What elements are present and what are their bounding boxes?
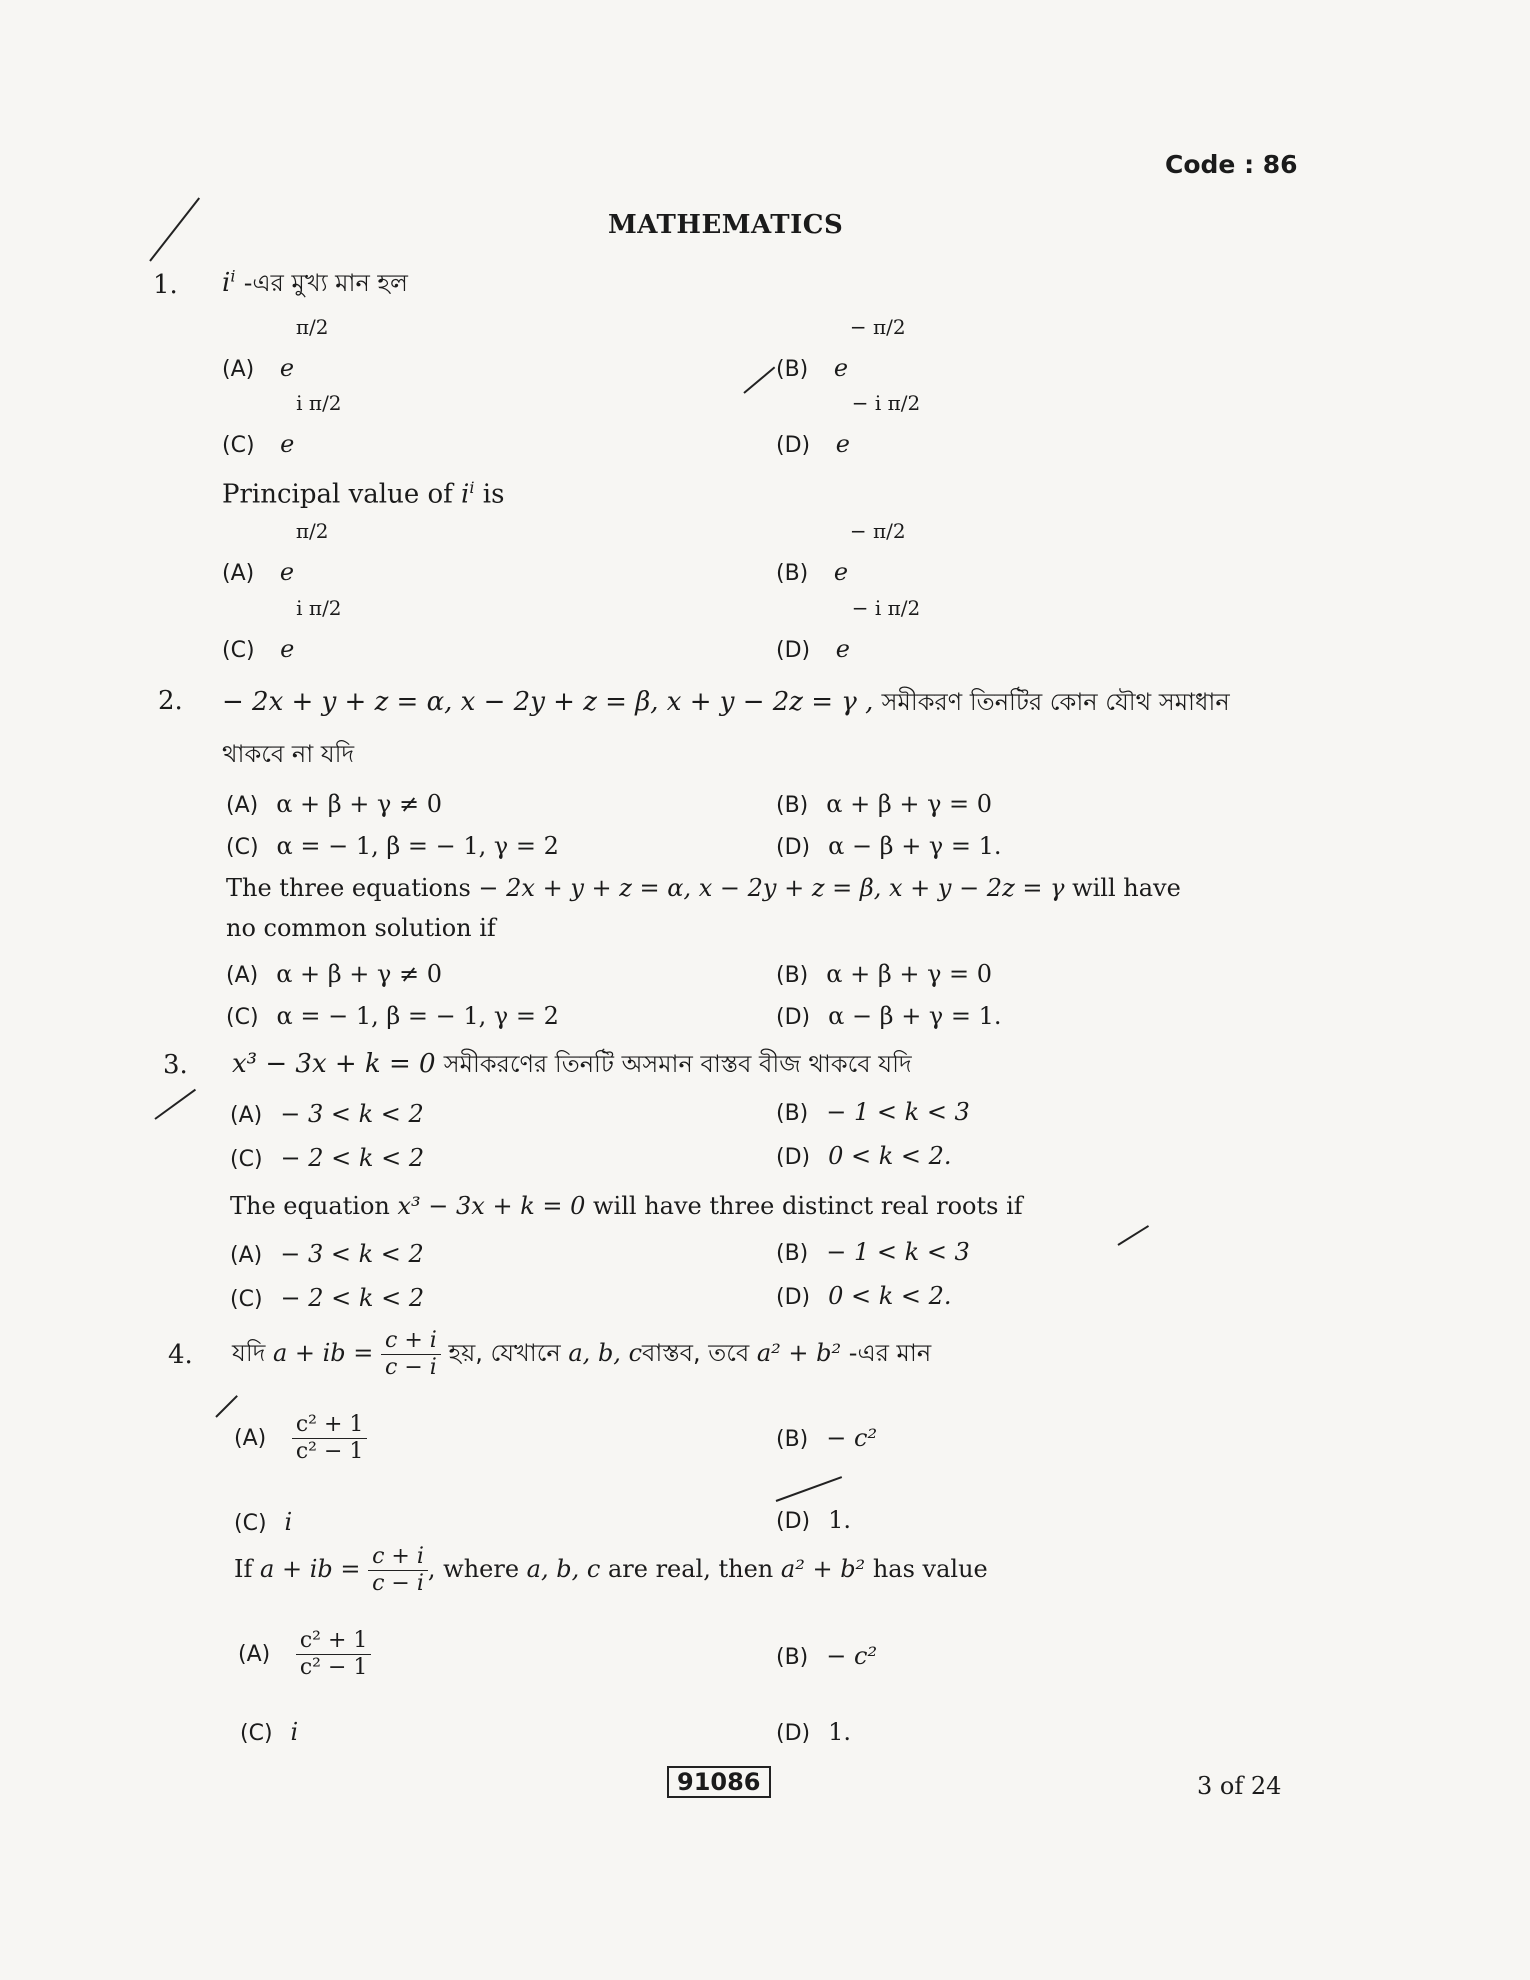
option-value: − c² (826, 1642, 878, 1670)
option-value: − 1 < k < 3 (826, 1098, 970, 1126)
q4-english-tail: has value (872, 1555, 988, 1583)
option-label: (B) (776, 963, 809, 988)
q4-bengali-mid: হয়, যেখানে (448, 1339, 561, 1367)
q3-bn-option-c (230, 1144, 424, 1172)
q3-bn-option-a (230, 1100, 424, 1128)
option-value: α = − 1, β = − 1, γ = 2 (276, 1002, 559, 1030)
q2-english-text2: no common solution if (226, 914, 496, 942)
q4-fraction (368, 1544, 428, 1597)
q3-equation: x³ − 3x + k = 0 (232, 1049, 436, 1079)
option-base: e (280, 635, 295, 663)
pen-tick-mark (149, 197, 200, 261)
fraction-numerator: c² + 1 (292, 1412, 368, 1439)
fraction-denominator: c² − 1 (299, 1655, 368, 1680)
q4-fraction (381, 1328, 441, 1381)
q3-english-stem (230, 1192, 1023, 1220)
option-value: − c² (826, 1424, 878, 1452)
q4-en-option-d (776, 1718, 851, 1746)
fraction-denominator: c − i (372, 1571, 424, 1596)
option-label: (B) (776, 1645, 809, 1670)
option-label: (B) (776, 1101, 809, 1126)
q3-english-text: The equation (230, 1192, 390, 1220)
option-label: (C) (226, 835, 259, 860)
q4-expression: a² + b² (756, 1339, 842, 1367)
option-label: (D) (776, 638, 811, 663)
q1-english-tail: is (482, 479, 505, 510)
q4-bn-option-d (776, 1506, 851, 1534)
option-label: (A) (222, 561, 255, 586)
q4-english-mid: , where (427, 1555, 520, 1583)
option-label: (D) (776, 1145, 811, 1170)
option-value: α − β + γ = 1. (828, 1002, 1002, 1030)
booklet-code: 91086 (667, 1766, 771, 1798)
q2-equation: − 2x + y + z = α, x − 2y + z = β, x + y − 2z = γ (478, 874, 1065, 902)
q4-bengali-stem (232, 1328, 931, 1381)
option-label: (B) (776, 1427, 809, 1452)
q2-english-stem (226, 874, 1181, 902)
q2-bengali-text2: থাকবে না যদি (222, 740, 355, 768)
option-power: − π/2 (849, 315, 906, 339)
q1-base: i (461, 479, 470, 510)
option-value: α + β + γ ≠ 0 (276, 960, 443, 988)
pen-tick-mark (1117, 1225, 1149, 1246)
fraction-numerator: c + i (368, 1544, 428, 1571)
option-value: − 3 < k < 2 (280, 1240, 424, 1268)
q1-english-text: Principal value of (222, 479, 453, 510)
option-value: − 2 < k < 2 (280, 1284, 425, 1312)
option-value: α + β + γ = 0 (826, 790, 993, 818)
option-value: α − β + γ = 1. (828, 832, 1002, 860)
option-power: − π/2 (849, 519, 906, 543)
q1-en-option-b (776, 519, 906, 586)
option-base: e (279, 558, 295, 586)
q1-en-option-d (776, 596, 921, 663)
option-value: i (290, 1718, 299, 1746)
q4-lhs: a + ib = (260, 1555, 361, 1583)
fraction-numerator: c + i (381, 1328, 441, 1355)
q2-bengali-stem (222, 684, 1230, 724)
q4-english-if: If (234, 1555, 253, 1583)
q2-bn-option-a (226, 790, 442, 818)
q4-number: 4. (168, 1340, 193, 1370)
page-number: 3 of 24 (1197, 1772, 1282, 1800)
q4-bengali-real: বাস্তব, তবে (642, 1339, 750, 1367)
option-value: 0 < k < 2. (828, 1282, 952, 1310)
fraction-numerator: c² + 1 (296, 1628, 372, 1655)
option-label: (D) (776, 1005, 811, 1030)
option-power: i π/2 (296, 596, 342, 620)
option-label: (D) (776, 1509, 811, 1534)
q4-en-option-a (238, 1628, 371, 1681)
q4-vars: a, b, c (568, 1339, 643, 1367)
q4-vars: a, b, c (526, 1555, 601, 1583)
q4-lhs: a + ib = (272, 1339, 374, 1367)
q1-bn-option-c (222, 391, 342, 458)
option-label: (C) (222, 638, 255, 663)
q1-en-option-a (222, 519, 329, 586)
q3-en-option-a (230, 1240, 424, 1268)
option-value: α + β + γ = 0 (826, 960, 993, 988)
q2-equation: − 2x + y + z = α, x − 2y + z = β, x + y − 2z = γ , (222, 687, 874, 717)
q1-number: 1. (153, 270, 178, 300)
q4-bn-option-a (234, 1412, 367, 1465)
q1-english-stem (222, 478, 504, 510)
q2-bn-option-d (776, 832, 1002, 860)
q4-bn-option-c (234, 1508, 292, 1536)
q4-english-real: are real, then (607, 1555, 774, 1583)
option-label: (A) (230, 1103, 263, 1128)
q1-exp: i (469, 478, 475, 497)
option-label: (D) (776, 1721, 811, 1746)
q1-exp: i (230, 266, 236, 286)
option-power: − i π/2 (851, 391, 921, 415)
q3-bn-option-d (776, 1142, 952, 1170)
pen-tick-mark (154, 1089, 196, 1120)
option-base: e (833, 558, 849, 586)
option-label: (A) (226, 963, 259, 988)
q3-bengali-text: সমীকরণের তিনটি অসমান বাস্তব বীজ থাকবে যদি (443, 1050, 912, 1078)
q2-english-tail: will have (1072, 874, 1181, 902)
q2-bn-option-c (226, 832, 559, 860)
q3-equation: x³ − 3x + k = 0 (397, 1192, 586, 1220)
option-label: (B) (776, 1241, 809, 1266)
paper-code: Code : 86 (1165, 150, 1298, 179)
option-label: (C) (240, 1721, 273, 1746)
option-value: 1. (828, 1718, 852, 1746)
q4-bengali-tail: -এর মান (848, 1339, 932, 1367)
option-label: (A) (230, 1243, 263, 1268)
option-base: e (833, 354, 849, 382)
option-value: 0 < k < 2. (828, 1142, 952, 1170)
option-label: (C) (234, 1511, 267, 1536)
q4-bn-option-b (776, 1424, 877, 1452)
q1-bn-option-a (222, 315, 329, 382)
q4-english-stem (234, 1544, 988, 1597)
q3-bengali-stem (232, 1046, 912, 1086)
option-label: (D) (776, 433, 811, 458)
option-value: − 1 < k < 3 (826, 1238, 970, 1266)
q4-en-option-b (776, 1642, 877, 1670)
q4-bengali-if: যদি (232, 1339, 266, 1367)
option-power: π/2 (295, 315, 329, 339)
pen-tick-mark (776, 1476, 842, 1502)
option-label: (C) (226, 1005, 259, 1030)
option-fraction (296, 1628, 372, 1681)
option-label: (C) (230, 1147, 263, 1172)
q2-bn-option-b (776, 790, 992, 818)
option-power: i π/2 (296, 391, 342, 415)
q1-base: i (222, 268, 231, 298)
option-value: − 2 < k < 2 (280, 1144, 425, 1172)
q4-expression: a² + b² (780, 1555, 866, 1583)
option-value: α = − 1, β = − 1, γ = 2 (276, 832, 559, 860)
q2-bengali-text: সমীকরণ তিনটির কোন যৌথ সমাধান (881, 688, 1230, 716)
q2-number: 2. (158, 686, 183, 716)
option-value: − 3 < k < 2 (280, 1100, 424, 1128)
q1-en-option-c (222, 596, 342, 663)
q3-en-option-b (776, 1238, 970, 1266)
option-base: e (280, 430, 295, 458)
q3-number: 3. (163, 1050, 188, 1080)
q2-en-option-a (226, 960, 442, 988)
option-label: (A) (222, 357, 255, 382)
option-label: (B) (776, 793, 809, 818)
option-base: e (835, 635, 850, 663)
q1-bengali-text: -এর মুখ্য মান হল (243, 269, 408, 297)
q3-en-option-d (776, 1282, 952, 1310)
q2-en-option-b (776, 960, 992, 988)
option-label: (D) (776, 1285, 811, 1310)
option-base: e (279, 354, 295, 382)
option-value: α + β + γ ≠ 0 (276, 790, 443, 818)
q4-en-option-c (240, 1718, 298, 1746)
option-label: (A) (238, 1642, 271, 1667)
subject-title: MATHEMATICS (608, 210, 844, 240)
option-power: π/2 (295, 519, 329, 543)
q1-bn-option-d (776, 391, 921, 458)
option-value: i (284, 1508, 293, 1536)
option-label: (C) (230, 1287, 263, 1312)
option-label: (D) (776, 835, 811, 860)
pen-tick-mark (743, 367, 775, 394)
q1-bengali-stem (222, 265, 408, 305)
q2-en-option-d (776, 1002, 1002, 1030)
option-value: 1. (828, 1506, 852, 1534)
option-label: (B) (776, 357, 809, 382)
fraction-denominator: c − i (385, 1355, 437, 1380)
q1-bn-option-b (776, 315, 906, 382)
option-label: (A) (234, 1426, 267, 1451)
option-power: − i π/2 (851, 596, 921, 620)
option-fraction (292, 1412, 368, 1465)
q3-en-option-c (230, 1284, 424, 1312)
option-label: (C) (222, 433, 255, 458)
option-base: e (835, 430, 850, 458)
fraction-denominator: c² − 1 (295, 1439, 364, 1464)
q3-bn-option-b (776, 1098, 970, 1126)
option-label: (A) (226, 793, 259, 818)
option-label: (B) (776, 561, 809, 586)
q3-english-tail: will have three distinct real roots if (593, 1192, 1023, 1220)
q2-english-text: The three equations (226, 874, 471, 902)
q2-en-option-c (226, 1002, 559, 1030)
